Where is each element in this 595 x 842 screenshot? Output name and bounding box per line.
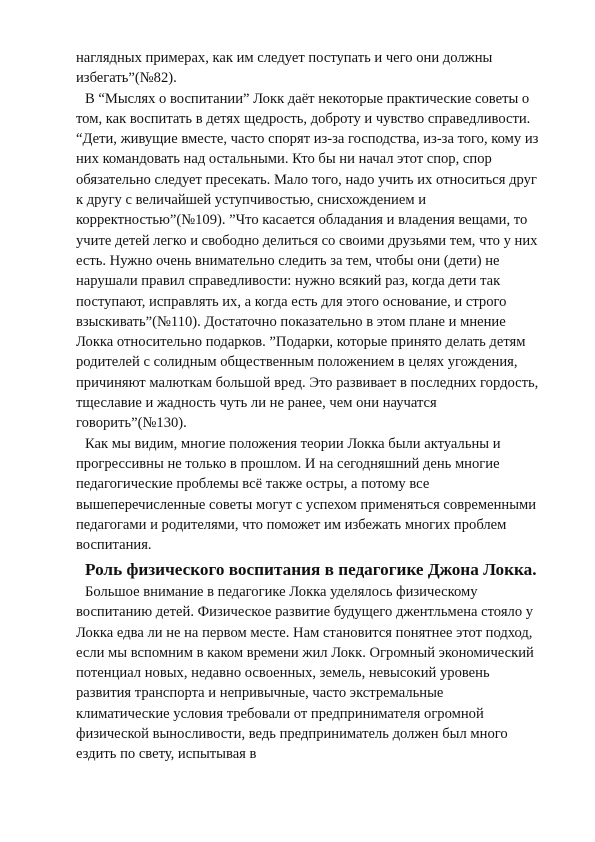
paragraph-continuation: наглядных примерах, как им следует поступать и чего они должны избегать”(№82). <box>76 50 493 87</box>
paragraph-locke-advice: В “Мыслях о воспитании” Локк даёт некоторые практические советы о том, как воспитать в детях щедрость, доброту и чувство справедливости. “Дети, живущие вместе, часто спорят из-за господства, из-за того, кому из них командовать над остальными. Кто бы ни начал этот спор, спор обязательно следует пресекать. Мало того, надо учить их относиться друг к другу с величайшей уступчивостью, снисхождением и корректностью”(№109). ”Что касается обладания и владения вещами, то учите детей легко и свободно делиться со своими друзьями тем, что у них есть. Нужно очень внимательно следить за тем, чтобы они (дети) не нарушали правил справедливости: нужно всякий раз, когда дети так поступают, исправлять их, а когда есть для этого основание, и строго взыскивать”(№110). Достаточно показательно в этом плане и мнение Локка относительно подарков. ”Подарки, которые принято делать детям родителей с солидным общественным положением в целях угождения, причиняют малюткам большой вред. Это развивает в последних гордость, тщеславие и жадность чуть ли не ранее, чем они научатся говорить”(№130). <box>76 90 539 432</box>
document-body <box>76 48 540 765</box>
section-heading: Роль физического воспитания в педагогике Джона Локка. <box>85 560 537 580</box>
paragraph-physical-education: Большое внимание в педагогике Локка уделялось физическому воспитанию детей. Физическое развитие будущего джентльмена стояло у Локка едва ли не на первом месте. Нам становится понятнее этот подход, если мы вспомним в каком времени жил Локк. Огромный экономический потенциал новых, недавно освоенных, земель, невысокий уровень развития транспорта и непривычные, часто экстремальные климатические условия требовали от предпринимателя огромной физической выносливости, ведь предприниматель должен был много ездить по свету, испытывая в <box>76 583 534 763</box>
paragraph-conclusion: Как мы видим, многие положения теории Локка были актуальны и прогрессивны не только в прошлом. И на сегодняшний день многие педагогические проблемы всё также остры, а потому все вышеперечисленные советы могут с успехом применяться современными педагогами и родителями, что поможет им избежать многих проблем воспитания. <box>76 435 537 554</box>
